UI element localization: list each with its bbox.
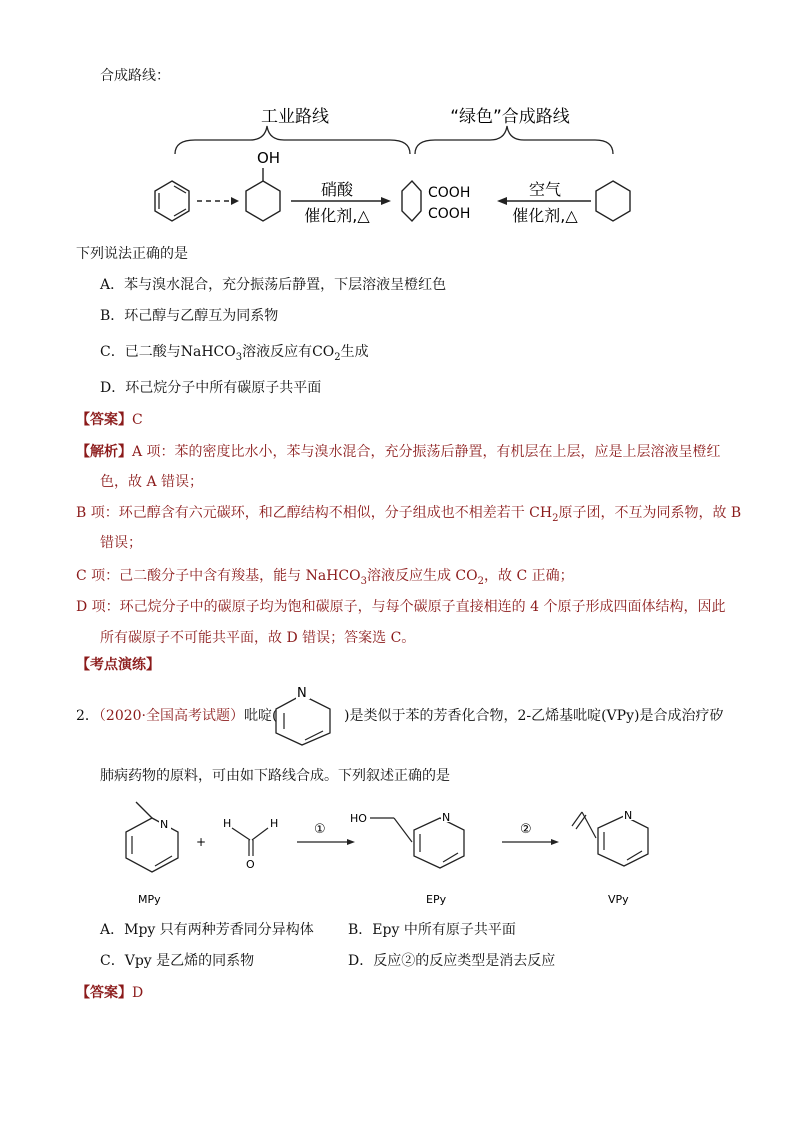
epy-label: EPy	[426, 893, 447, 906]
q1-analysis-d: D 项：环己烷分子中的碳原子均为饱和碳原子，与每个碳原子直接相连的 4 个原子形成四面体结构，因此	[76, 599, 726, 615]
step2-label: ②	[520, 822, 532, 837]
cyclohexanol-structure	[246, 149, 280, 221]
q2-stem-line1-cont: )是类似于苯的芳香化合物，2-乙烯基吡啶(VPy)是合成治疗矽	[344, 708, 724, 724]
cooh-top-label: COOH	[428, 185, 471, 201]
q1-option-d: D．环己烷分子中所有碳原子共平面	[100, 380, 322, 396]
q1-analysis-b: B 项：环己醇含有六元碳环，和乙醇结构不相似，分子组成也不相差若干 $CH_2$原子团，不互为同系物，故 B	[76, 505, 742, 524]
pyridine-structure	[272, 683, 342, 749]
q2-option-b: B．Epy 中所有原子共平面	[348, 922, 516, 938]
q1-option-b: B．环己醇与乙醇互为同系物	[100, 308, 279, 324]
q1-analysis-a: 【解析】A 项：苯的密度比水小，苯与溴水混合，充分振荡后静置，有机层在上层，应是上层溶液呈橙红	[76, 444, 721, 460]
oh-label: OH	[257, 149, 281, 167]
plus-sign: +	[196, 835, 207, 849]
green-route-label: “绿色”合成路线	[450, 107, 570, 127]
mpy-label: MPy	[138, 893, 161, 906]
formaldehyde-structure	[223, 817, 278, 871]
vpy-synthesis-scheme	[110, 800, 690, 910]
q1-option-c: C．已二酸与NaHCO$_3$溶液反应有$CO_2$生成	[100, 344, 369, 363]
svg-text:HO: HO	[350, 812, 367, 825]
reagent-catalyst-2: 催化剂,△	[512, 206, 578, 225]
q1-analysis-d-cont: 所有碳原子不可能共平面，故 D 错误；答案选 C。	[100, 630, 416, 646]
reagent-air: 空气	[528, 180, 562, 199]
mpy-structure	[126, 802, 178, 872]
green-route-brace	[415, 126, 613, 154]
q1-analysis-a-cont: 色，故 A 错误；	[100, 474, 204, 490]
adipic-acid-structure	[402, 181, 470, 222]
q2-option-a: A．Mpy 只有两种芳香同分异构体	[100, 922, 314, 938]
q1-answer: 【答案】C	[76, 412, 143, 428]
svg-text:O: O	[246, 858, 255, 871]
svg-text:H: H	[270, 817, 279, 830]
reagent-nitric-acid: 硝酸	[320, 180, 354, 199]
section-title: 【考点演练】	[76, 657, 160, 673]
synthesis-route-scheme	[145, 96, 645, 234]
q2-option-c: C．Vpy 是乙烯的同系物	[100, 953, 255, 969]
vpy-structure	[572, 808, 648, 866]
reagent-catalyst-1: 催化剂,△	[304, 206, 370, 225]
q2-option-d: D．反应②的反应类型是消去反应	[348, 953, 556, 969]
svg-text:N: N	[160, 818, 169, 831]
step1-label: ①	[314, 822, 326, 837]
svg-text:H: H	[223, 817, 232, 830]
q2-answer: 【答案】D	[76, 985, 144, 1001]
industrial-route-brace	[175, 126, 410, 154]
svg-text:N: N	[624, 809, 633, 822]
q1-option-a: A．苯与溴水混合，充分振荡后静置，下层溶液呈橙红色	[100, 277, 447, 293]
q1-analysis-b-cont: 错误；	[100, 535, 142, 551]
cooh-bottom-label: COOH	[428, 206, 471, 222]
intro-text: 合成路线：	[100, 68, 170, 84]
q1-analysis-c: C 项：己二酸分子中含有羧基，能与 NaHCO$_3$溶液反应生成 $CO_2$，故 C 正确；	[76, 568, 574, 587]
vpy-label: VPy	[608, 893, 629, 906]
q2-stem-line1: 2．（2020·全国高考试题）吡啶(	[76, 708, 278, 724]
industrial-route-label: 工业路线	[261, 107, 329, 127]
q2-stem-line2: 肺病药物的原料，可由如下路线合成。下列叙述正确的是	[100, 768, 450, 784]
benzene-structure	[155, 181, 189, 221]
cyclohexane-structure	[596, 181, 630, 221]
q1-stem: 下列说法正确的是	[76, 246, 188, 262]
epy-structure	[350, 810, 464, 868]
pyridine-n-label: N	[297, 686, 307, 701]
svg-text:N: N	[442, 811, 451, 824]
